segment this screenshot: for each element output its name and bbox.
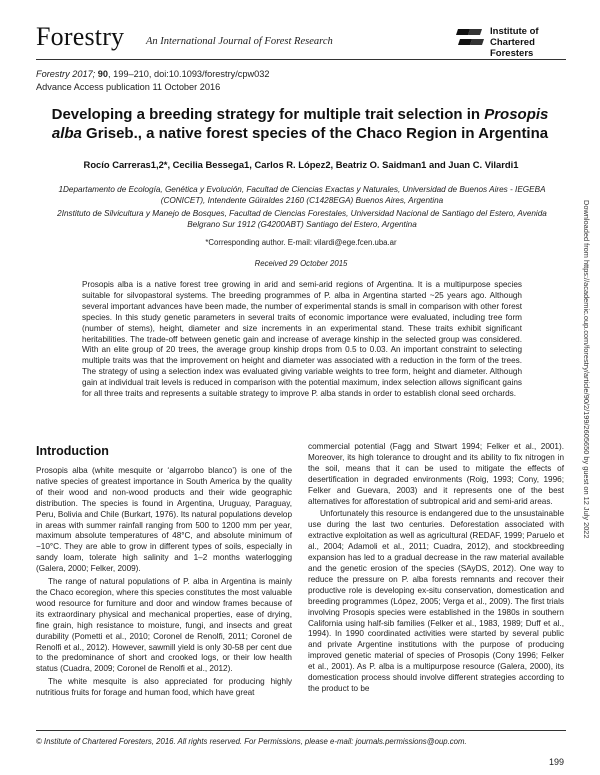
body-column-left (36, 466, 292, 699)
journal-tagline: An International Journal of Forest Research (146, 36, 333, 47)
paragraph: Unfortunately this resource is endangered due to the unsustainable use during the last two centuries. Deforestation associated with extractive exploitation as well as agricultural (REDAF, 1999; Paruelo et al., 2004; Adamoli et al., 2011; Cuadra, 2012), and stockbreeding expansion has led to a gradual decrease in the raw material available and the genetic erosion of the species (SAyDS, 2012). One way to reduce the pressure on P. alba forests remnants and recover their productive role is developing ex-situ conservation, domestication and breeding programmes (López, 2005; Verga et al., 2009). The first trials involving Prosopis species were established in the 1980s in southern California using half-sib families (Felker et al., 1983, 1989; Duff et al., 1994). In 1990 coordinated activities were started by several public and private Argentine institutions with the purpose of producing improved genetic material of species of Prosopis (Cony 1996; Felker et al., 2001). As P. alba is a multipurpose resource (Galera, 2000), its domestication process should involve different strategies according to the product to be (308, 509, 564, 693)
citation-journal-year: Forestry 2017; (36, 69, 96, 79)
masthead-divider (36, 59, 566, 60)
paragraph: The white mesquite is also appreciated for producing highly nutritious fruits for forage and human food, which have great (36, 677, 292, 698)
affiliations (56, 184, 548, 232)
title-part1: Developing a breeding strategy for multiple trait selection in (51, 106, 485, 123)
article-title (44, 106, 556, 143)
affiliation-1: 1Departamento de Ecología, Genética y Evolución, Facultad de Ciencias Exactas y Naturales, Universidad de Buenos Aires - IEGEBA (CONICET), Intendente Güiraldes 2160 (C1428EGA) Buenos Aires, Argentina (58, 185, 546, 205)
author-list: Rocío Carreras1,2*, Cecilia Bessega1, Carlos R. López2, Beatriz O. Saidman1 and Juan C. Vilardi1 (83, 159, 519, 170)
title-species: Prosopis alba (51, 106, 549, 142)
citation-block (36, 68, 269, 93)
received-date: Received 29 October 2015 (254, 259, 348, 268)
publisher-name-line1: Institute of (490, 26, 539, 37)
paragraph: The range of natural populations of P. alba in Argentina is mainly the Chaco ecoregion, where this species constitutes the most valuable wood resource for furniture and door and window frames because of its extraordinary physical and mechanical properties, ease of drying, fine grain, high resistance to moisture, fungi, and insects and great durability (Pometti et al., 2010; Coronel de Renolfi, 2011; Coronel de Renolfi et al., 2012). However, sawmill yield is only 30-58 per cent due to the predominance of short and crooked logs, or their low health status (Cuadra, 2009; Coronel de Renolfi et al., 2012). (36, 577, 292, 674)
page-number: 199 (548, 757, 564, 767)
download-note-text: Downloaded from https://academic.oup.com/forestry/article/90/2/199/2605650 by guest on 12 July 2022 (582, 200, 591, 539)
ico-mark-icon (456, 25, 484, 49)
masthead (36, 22, 566, 59)
citation-volume: 90 (97, 69, 109, 79)
body-column-right (308, 442, 564, 695)
journal-name: Forestry (36, 22, 125, 51)
corresponding-author: *Corresponding author. E-mail: vilardi@ege.fcen.uba.ar (205, 238, 397, 247)
footer-divider (36, 730, 566, 731)
paragraph: Prosopis alba (white mesquite or ‘algarrobo blanco’) is one of the native species of greatest importance in South America by the quality of their wood and non-wood products and their wide geographic distribution. The species is found in Argentina, Uruguay, Paraguay, Peru, Bolivia and Chile (Burkart, 1976). Its natural populations develop in areas with summer rainfall ranging from 500 to 1200 mm per year, maximum absolute temperatures of 48°C, and absolute minimum of −10°C. They are able to grow in different types of soils, especially in sandy loam, tolerate high salinity and 1–2 months waterlogging (Galera, 2000; Felker, 2009). (36, 466, 292, 574)
download-note (581, 200, 593, 760)
abstract: Prosopis alba is a native forest tree growing in arid and semi-arid regions of Argentina. It is a multipurpose species suitable for silvopastoral systems. The breeding programmes of P. alba in Argentina started ~25 years ago. Although several important advances have been made, the number of experimental stands is small in comparison with other forest species. In this study genetic parameters in several traits of economic importance were evaluated, including tree form (number of stems), height, diameter and size increments in an experimental stand. These traits exhibit significant heritabilities. The trade-off between genetic gain and increase of average kinship in the selected group was considered. With an elite group of 20 trees, the average group kinship drops from 0.5 to 0.03. An important constraint to selecting multiple traits was that the improvement on height and diameter was associated with a reduction in the form of the trees. The strategy of using a selection index was evaluated giving variable weights to tree form, height and diameter. Although gain at individual trait levels is reduced in comparison with the potential maximum, index selection allows significant gains for all three traits and represents a suitable strategy to improve P. alba stands in order to establish clonal seed orchards. (82, 280, 522, 399)
publisher-name (490, 26, 566, 59)
publisher-logo (456, 23, 566, 59)
citation-line (36, 68, 269, 81)
publisher-name-line2: Chartered Foresters (490, 37, 535, 59)
copyright-notice: © Institute of Chartered Foresters, 2016. All rights reserved. For Permissions, please e-mail: journals.permissions@oup.com. (36, 737, 467, 746)
affiliation-2: 2Instituto de Silvicultura y Manejo de Bosques, Facultad de Ciencias Forestales, Universidad Nacional de Santiago del Estero, Avenida Belgrano Sur 1912 (G4200ABT) Santiago del Estero, Argentina (57, 209, 547, 229)
section-heading-introduction: Introduction (36, 444, 109, 458)
paragraph: commercial potential (Fagg and Stwart 1994; Felker et al., 2001). Moreover, its high tolerance to drought and its ability to fix nitrogen in the soil, means that it can be used to mitigate the effects of desertification in degraded environments (Roig, 1993; Cony, 1996; Felker and Guevara, 2003) and it represents one of the best alternatives for afforestation of subtropical arid and semi-arid areas. (308, 442, 564, 506)
advance-access-line: Advance Access publication 11 October 2016 (36, 81, 221, 92)
citation-pages-doi: , 199–210, doi:10.1093/forestry/cpw032 (108, 69, 270, 79)
title-part2: Griseb., a native forest species of the Chaco Region in Argentina (81, 124, 549, 142)
